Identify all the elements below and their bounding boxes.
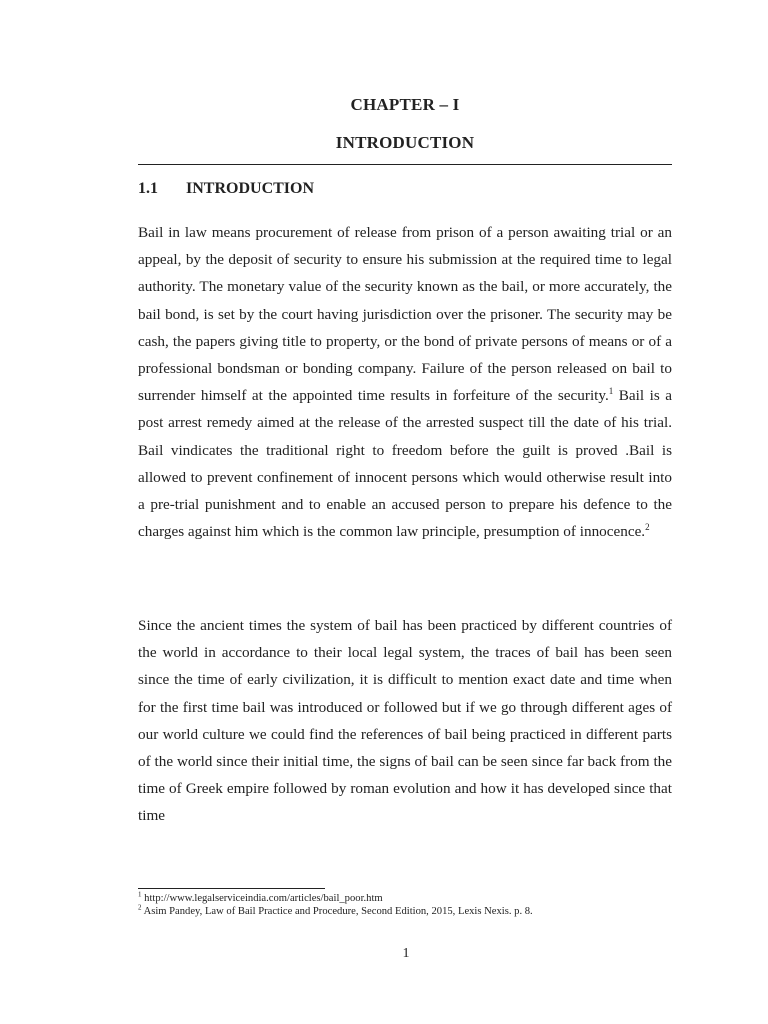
- footnote-divider: [138, 888, 325, 889]
- section-title: INTRODUCTION: [186, 180, 315, 197]
- paragraph-1: [138, 219, 672, 545]
- paragraph-2: Since the ancient times the system of bail has been practiced by different countries of the world in accordance to their local legal system, the traces of bail has been seen since the time of early civilization, it is difficult to mention exact date and time when for the first time bail was introduced or followed but if we go through different ages of our world culture we could find the references of bail being practiced in different parts of the world since their initial time, the signs of bail can be seen since far back from the time of Greek empire followed by roman evolution and how it has developed since that time: [138, 617, 672, 825]
- footnote-marker-2: 2: [138, 903, 142, 912]
- section-heading: [138, 180, 314, 198]
- chapter-label: CHAPTER – I: [350, 95, 460, 114]
- paragraph-1-text-a: Bail in law means procurement of release from prison of a person awaiting trial or an appeal, by the deposit of security to ensure his submission at the required time to legal authority. The monetary value of the security known as the bail, or more accurately, the bail bond, is set by the court having jurisdiction over the prisoner. The security may be cash, the papers giving title to property, or the bond of private persons of means or of a professional bondsman or bonding company. Failure of the person released on bail to surrender himself at the appointed time results in forfeiture of the security.: [138, 224, 672, 405]
- footnote-2: [138, 905, 672, 918]
- footnote-ref-2[interactable]: 2: [645, 522, 650, 533]
- section-number: 1.1: [138, 180, 158, 197]
- title-divider: [138, 164, 672, 165]
- footnote-1: [138, 892, 672, 905]
- footnote-link[interactable]: http://www.legalserviceindia.com/articles/bail_poor.htm: [141, 893, 383, 904]
- footnote-ref-1[interactable]: 1: [608, 386, 614, 397]
- footnote-citation: Asim Pandey, Law of Bail Practice and Procedure, Second Edition, 2015, Lexis Nexis. p. 8.: [141, 906, 533, 917]
- paragraph-1-text-b: Bail is a post arrest remedy aimed at the release of the arrested suspect till the date of his trial. Bail vindicates the traditional right to freedom before the guilt is proved .Bail is allowed to prevent confinement of innocent persons which would otherwise result into a pre-trial punishment and to enable an accused person to prepare his defence to the charges against him which is the common law principle, presumption of innocence.: [138, 387, 672, 541]
- footnotes: [138, 892, 672, 918]
- chapter-title: INTRODUCTION: [335, 133, 475, 152]
- footnote-marker-1: 1: [138, 890, 142, 899]
- page-number: 1: [402, 946, 410, 961]
